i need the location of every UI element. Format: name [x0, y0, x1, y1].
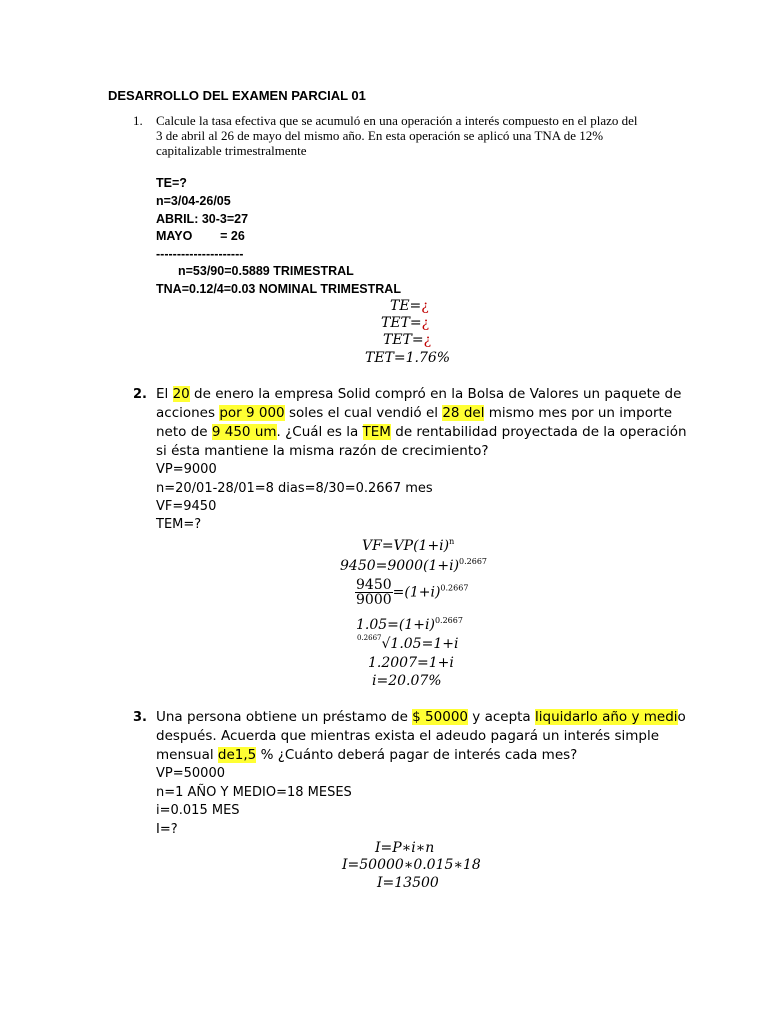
- q3-text-line-2: después. Acuerda que mientras exista el adeudo pagará un interés simple: [156, 728, 660, 744]
- q2-equation-6: 1.2007=1+i: [368, 655, 454, 671]
- q3-work-line: n=1 AÑO Y MEDIO=18 MESES: [156, 785, 352, 800]
- q1-equation-2: TET=¿: [381, 315, 430, 331]
- q3-work-line: VP=50000: [156, 766, 225, 781]
- q3-equation-1: I=P∗i∗n: [375, 840, 435, 856]
- q2-equation-1: $VF=VP(1+i)^n$: [362, 537, 455, 554]
- q3-text-line-3: mensual de1,5 % ¿Cuánto deberá pagar de interés cada mes?: [156, 747, 578, 763]
- q3-work-line: i=0.015 MES: [156, 803, 240, 818]
- q1-work-line: TE=?: [156, 176, 187, 190]
- q1-text-line-3: capitalizable trimestralmente: [156, 143, 307, 158]
- q1-work-line: n=53/90=0.5889 TRIMESTRAL: [178, 264, 354, 278]
- q2-text-line-1: El 20 de enero la empresa Solid compró en la Bolsa de Valores un paquete de: [156, 386, 682, 402]
- q1-equation-1: TE=¿: [390, 298, 429, 314]
- q1-work-line: n=3/04-26/05: [156, 194, 231, 208]
- q2-equation-3: $\frac{9450}{9000}$ $=(1+i)^{0.2667}$: [356, 577, 469, 608]
- q2-work-line: VP=9000: [156, 462, 217, 477]
- q3-work-line: I=?: [156, 822, 178, 837]
- q1-work-line: TNA=0.12/4=0.03 NOMINAL TRIMESTRAL: [156, 282, 401, 296]
- q3-text-line-1: Una persona obtiene un préstamo de $ 50000 y acepta liquidarlo año y medio: [156, 709, 686, 725]
- q2-number: 2.: [133, 387, 147, 402]
- q1-separator: ---------------------: [156, 247, 244, 261]
- q2-work-line: TEM=?: [156, 517, 202, 532]
- q3-equation-3: I=13500: [377, 875, 439, 891]
- q3-number: 3.: [133, 710, 147, 725]
- q2-equation-4: $1.05=(1+i)^{0.2667}$: [356, 616, 463, 633]
- q1-work-line: MAYO = 26: [156, 229, 245, 243]
- page-title: DESARROLLO DEL EXAMEN PARCIAL 01: [108, 88, 366, 103]
- q2-work-line: n=20/01-28/01=8 dias=8/30=0.2667 mes: [156, 481, 433, 496]
- q1-equation-3: TET=¿: [383, 332, 432, 348]
- q3-equation-2: I=50000∗0.015∗18: [342, 857, 481, 873]
- q1-number: 1.: [133, 113, 143, 128]
- q2-equation-7: i=20.07%: [372, 673, 442, 689]
- q2-work-line: VF=9450: [156, 499, 217, 514]
- q2-equation-5: $^{0.2667}$√1.05=1+i: [357, 634, 459, 652]
- q1-work-line: ABRIL: 30-3=27: [156, 212, 249, 226]
- q2-text-line-3: neto de 9 450 um. ¿Cuál es la TEM de rentabilidad proyectada de la operación: [156, 424, 687, 440]
- q1-text-line-1: Calcule la tasa efectiva que se acumuló en una operación a interés compuesto en el plazo del: [156, 113, 638, 128]
- q2-text-line-4: si ésta mantiene la misma razón de crecimiento?: [156, 443, 489, 459]
- q2-text-line-2: acciones por 9 000 soles el cual vendió el 28 del mismo mes por un importe: [156, 405, 673, 421]
- q1-equation-4: TET=1.76%: [365, 350, 451, 366]
- q2-equation-2: $9450=9000(1+i)^{0.2667}$: [340, 557, 488, 574]
- q1-text-line-2: 3 de abril al 26 de mayo del mismo año. En esta operación se aplicó una TNA de 12%: [156, 128, 604, 143]
